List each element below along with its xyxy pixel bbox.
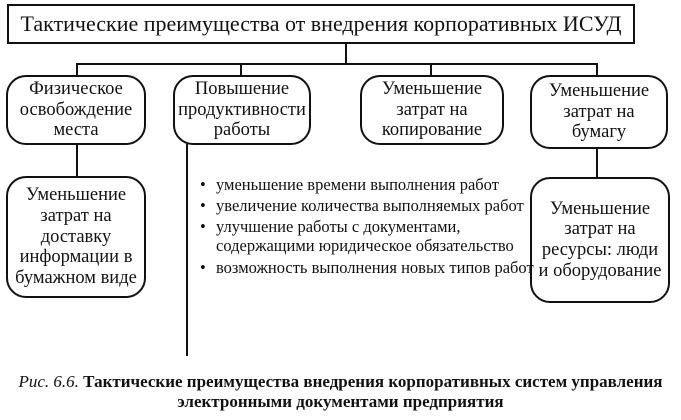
connector-paper-to-resources — [596, 148, 598, 178]
box-copy-costs-label: Уменьшение затрат на копирование — [381, 78, 483, 141]
connector-physical-to-delivery — [76, 144, 78, 177]
list-item: • уменьшение времени выполнения работ — [196, 175, 536, 194]
figure-caption-text: Тактические преимущества внедрения корпоративных систем управления электронными документами предприятия — [83, 372, 663, 411]
box-physical-space — [6, 75, 146, 145]
box-delivery-costs — [6, 176, 146, 298]
diagram-title: Тактические преимущества от внедрения корпоративных ИСУД — [20, 10, 622, 36]
box-physical-space-label: Физическое освобождение места — [19, 78, 133, 141]
box-productivity-label: Повышение продуктивности работы — [178, 78, 306, 141]
productivity-list-bracket — [186, 144, 188, 356]
box-resource-costs-label: Уменьшение затрат на ресурсы: люди и оборудование — [538, 198, 662, 281]
box-delivery-costs-label: Уменьшение затрат на доставку информации в бумажном виде — [15, 185, 137, 289]
productivity-list — [196, 175, 536, 279]
box-paper-costs-label: Уменьшение затрат на бумагу — [548, 80, 650, 143]
connector-horizontal — [76, 63, 597, 65]
figure-label: Рис. 6.6. — [18, 372, 79, 391]
box-productivity — [173, 75, 311, 145]
box-copy-costs — [360, 75, 504, 145]
diagram-title-box — [7, 4, 635, 44]
list-item: • улучшение работы с документами, содержащими юридическое обязательство — [196, 217, 536, 255]
connector-trunk — [345, 44, 347, 64]
box-resource-costs — [530, 177, 670, 303]
list-item: • возможность выполнения новых типов работ — [196, 258, 536, 277]
list-item: • увеличение количества выполняемых работ — [196, 196, 536, 215]
box-paper-costs — [530, 75, 668, 149]
figure-caption — [0, 372, 681, 411]
